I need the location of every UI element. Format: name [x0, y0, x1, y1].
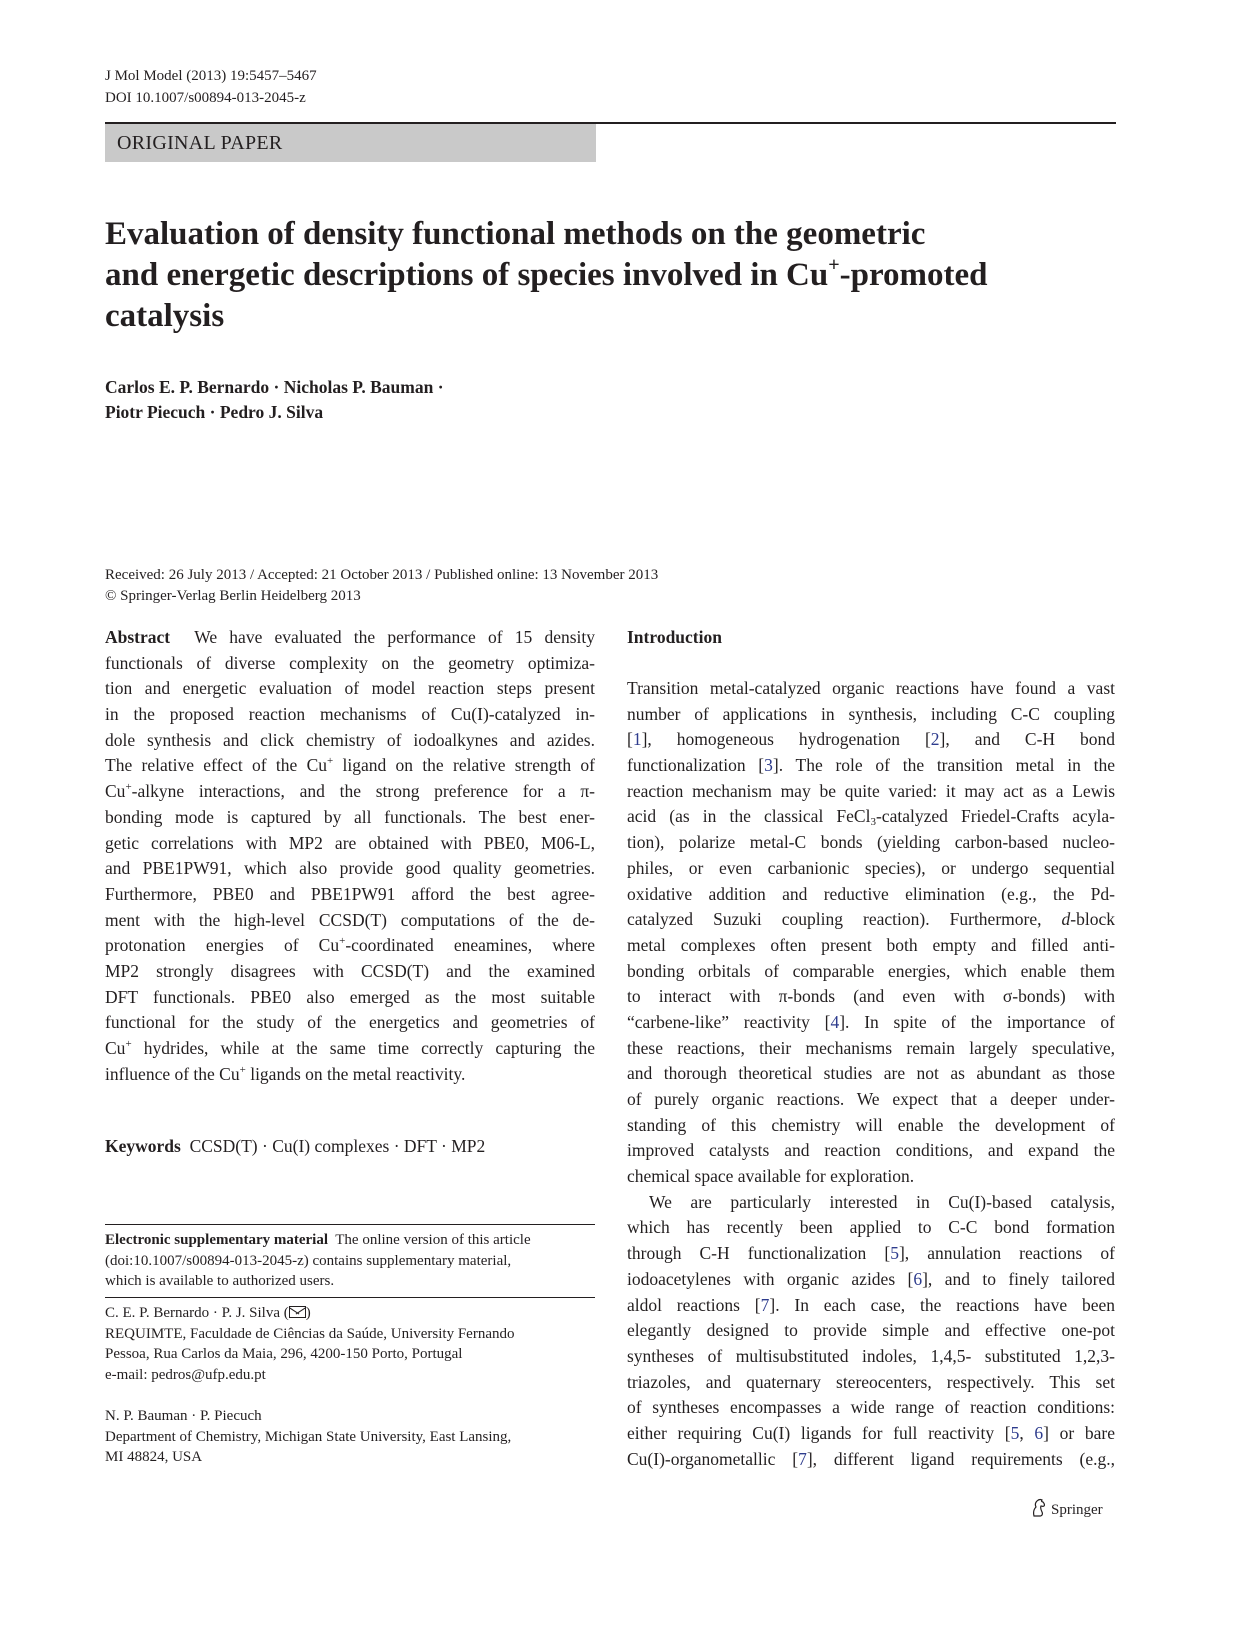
- abstract-line: ment with the high-level CCSD(T) computations of the de-: [105, 909, 595, 930]
- abstract-line: and PBE1PW91, which also provide good quality geometries.: [105, 858, 595, 879]
- citation-link[interactable]: 6: [913, 1268, 923, 1289]
- abstract-line: MP2 strongly disagrees with CCSD(T) and the examined: [105, 960, 595, 981]
- abstract-label: Abstract: [105, 627, 171, 647]
- abstract-line: tion and energetic evaluation of model reaction steps present: [105, 678, 595, 699]
- abstract-text: Cu: [105, 1038, 126, 1058]
- abstract-line: [105, 779, 595, 805]
- citation-link[interactable]: 3: [764, 755, 773, 776]
- intro-text: ], annulation reactions of: [898, 1243, 1115, 1264]
- abstract-line: bonding mode is captured by all functionals. The best ener-: [105, 806, 595, 827]
- affiliation-authors: N. P. Bauman · P. Piecuch: [105, 1408, 262, 1424]
- italic-d: d: [1061, 909, 1071, 930]
- abstract-line: [105, 933, 595, 959]
- publisher-name: Springer: [1051, 1502, 1103, 1518]
- intro-line: oxidative addition and reductive elimination (e.g., the Pd-: [627, 883, 1115, 904]
- abstract-text: We have evaluated the performance of 15 density: [194, 627, 596, 647]
- abstract-text: -alkyne interactions, and the strong preference for a π-: [131, 781, 595, 802]
- intro-line: [627, 1447, 1115, 1473]
- citation-link[interactable]: 4: [830, 1011, 840, 1032]
- abstract-line: [105, 625, 595, 651]
- esm-label: Electronic supplementary material: [105, 1232, 329, 1248]
- intro-line: [627, 804, 1115, 830]
- publication-history: Received: 26 July 2013 / Accepted: 21 October 2013 / Published online: 13 November 2013: [105, 567, 659, 583]
- intro-text: ]. The role of the transition metal in the: [772, 755, 1115, 776]
- subscript: 3: [870, 816, 876, 829]
- envelope-icon[interactable]: [289, 1306, 306, 1318]
- intro-text: -block: [1070, 909, 1115, 930]
- title-line-2-text: and energetic descriptions of species involved in Cu: [105, 257, 829, 293]
- intro-line: [627, 753, 1115, 779]
- intro-line: standing of this chemistry will enable the development of: [627, 1114, 1115, 1135]
- intro-text: ], and C-H bond: [939, 729, 1116, 750]
- superscript-plus: +: [339, 935, 346, 948]
- intro-text: -catalyzed Friedel-Crafts acyla-: [875, 806, 1116, 827]
- intro-line: which has recently been applied to C-C bond formation: [627, 1217, 1115, 1238]
- intro-text: ]. In spite of the importance of: [839, 1011, 1115, 1032]
- intro-line: to interact with π-bonds (and even with σ-bonds) with: [627, 986, 1115, 1007]
- superscript-plus: +: [125, 1038, 132, 1050]
- intro-line: [627, 1421, 1115, 1447]
- intro-line: [627, 1241, 1115, 1267]
- title-superscript: +: [828, 254, 840, 276]
- superscript-plus: +: [239, 1063, 246, 1076]
- author-list-line-1: Carlos E. P. Bernardo · Nicholas P. Bauman ·: [105, 377, 444, 397]
- affiliation-authors: [105, 1303, 595, 1324]
- esm-text: The online version of this article: [335, 1232, 531, 1248]
- introduction-body: [627, 676, 1115, 1472]
- intro-line: triazoles, and quaternary stereocenters, respectively. This set: [627, 1371, 1115, 1392]
- intro-text: acid (as in the classical FeCl: [627, 806, 871, 827]
- abstract-text: hydrides, while at the same time correctly capturing the: [131, 1038, 595, 1058]
- intro-line: [627, 1267, 1115, 1293]
- intro-text: through C-H functionalization [: [627, 1243, 891, 1264]
- footnote-rule: [105, 1297, 595, 1298]
- superscript-plus: +: [125, 781, 132, 794]
- intro-line: [627, 727, 1115, 753]
- keywords-label: Keywords: [105, 1136, 181, 1156]
- abstract-text: protonation energies of Cu: [105, 935, 340, 956]
- springer-horse-icon: [1030, 1498, 1048, 1518]
- abstract: [105, 625, 595, 1087]
- intro-text: functionalization [: [627, 755, 765, 776]
- esm-line: (doi:10.1007/s00894-013-2045-z) contains supplementary material,: [105, 1252, 512, 1269]
- intro-line: metal complexes often present both empty and filled anti-: [627, 934, 1115, 955]
- citation-link[interactable]: 1: [632, 729, 642, 750]
- intro-line: syntheses of multisubstituted indoles, 1,4,5- substituted 1,2,3-: [627, 1345, 1115, 1366]
- abstract-text: ligand on the relative strength of: [333, 755, 595, 776]
- intro-line: Transition metal-catalyzed organic reactions have found a vast: [627, 678, 1115, 698]
- intro-text: [: [627, 729, 633, 750]
- title-line-1: Evaluation of density functional methods on the geometric: [105, 216, 926, 252]
- abstract-line: Furthermore, PBE0 and PBE1PW91 afford the best agree-: [105, 883, 595, 904]
- abstract-line: [105, 753, 595, 779]
- intro-line: of purely organic reactions. We expect that a deeper under-: [627, 1089, 1115, 1109]
- affiliation-line: REQUIMTE, Faculdade de Ciências da Saúde, University Fernando: [105, 1325, 515, 1342]
- paper-title: [105, 214, 1115, 337]
- author-list-line-2: Piotr Piecuch · Pedro J. Silva: [105, 402, 324, 422]
- intro-text: “carbene-like” reactivity [: [627, 1011, 831, 1032]
- esm-line: [105, 1230, 595, 1251]
- intro-text: ], and to finely tailored: [922, 1268, 1115, 1289]
- abstract-line: [105, 1062, 595, 1088]
- title-line-2: [105, 255, 1115, 296]
- intro-line: reaction mechanism may be quite varied: it may act as a Lewis: [627, 780, 1115, 801]
- intro-text: either requiring Cu(I) ligands for full reactivity [: [627, 1422, 1011, 1443]
- intro-text: catalyzed Suzuki coupling reaction). Furthermore,: [627, 909, 1062, 930]
- title-line-2-end: -promoted: [839, 257, 988, 293]
- affiliation-line: MI 48824, USA: [105, 1449, 203, 1465]
- intro-text: iodoacetylenes with organic azides [: [627, 1268, 914, 1289]
- intro-text: ]. In each case, the reactions have been: [769, 1294, 1116, 1315]
- intro-text: Cu(I)-organometallic [: [627, 1448, 799, 1469]
- abstract-text: influence of the Cu: [105, 1063, 240, 1084]
- copyright-notice: © Springer-Verlag Berlin Heidelberg 2013: [105, 588, 361, 604]
- abstract-text: -coordinated eneamines, where: [345, 935, 595, 956]
- abstract-line: [105, 1036, 595, 1062]
- affiliation-names: C. E. P. Bernardo · P. J. Silva (: [105, 1305, 289, 1321]
- affiliation-line: Pessoa, Rua Carlos da Maia, 296, 4200-150 Porto, Portugal: [105, 1346, 463, 1362]
- intro-line: these reactions, their mechanisms remain largely speculative,: [627, 1037, 1115, 1058]
- doi-line: DOI 10.1007/s00894-013-2045-z: [105, 90, 306, 106]
- affiliation-michigan: [105, 1406, 595, 1468]
- intro-line: number of applications in synthesis, including C-C coupling: [627, 703, 1115, 724]
- intro-line: bonding orbitals of comparable energies, which enable them: [627, 960, 1115, 981]
- intro-line: tion), polarize metal-C bonds (yielding carbon-based nucleo-: [627, 832, 1115, 853]
- intro-text: ], different ligand requirements (e.g.,: [806, 1448, 1115, 1469]
- affiliation-porto: [105, 1303, 595, 1385]
- esm-line: which is available to authorized users.: [105, 1273, 335, 1289]
- abstract-line: dole synthesis and click chemistry of iodoalkynes and azides.: [105, 729, 595, 750]
- title-line-3: catalysis: [105, 298, 225, 334]
- intro-line: philes, or even carbanionic species), or undergo sequential: [627, 857, 1115, 878]
- intro-line: We are particularly interested in Cu(I)-based catalysis,: [649, 1191, 1115, 1212]
- citation-link[interactable]: 7: [760, 1294, 770, 1315]
- intro-line: and thorough theoretical studies are not as abundant as those: [627, 1063, 1115, 1084]
- journal-citation: J Mol Model (2013) 19:5457–5467: [105, 68, 317, 84]
- abstract-text: ligands on the metal reactivity.: [245, 1063, 466, 1084]
- abstract-line: in the proposed reaction mechanisms of Cu(I)-catalyzed in-: [105, 704, 595, 725]
- citation-link[interactable]: 6: [1034, 1422, 1044, 1443]
- abstract-line: getic correlations with MP2 are obtained with PBE0, M06-L,: [105, 832, 595, 853]
- abstract-line: DFT functionals. PBE0 also emerged as the most suitable: [105, 986, 595, 1007]
- affiliation-names-close: ): [305, 1305, 311, 1321]
- corresponding-email[interactable]: e-mail: pedros@ufp.edu.pt: [105, 1366, 266, 1383]
- abstract-line: functionals of diverse complexity on the geometry optimiza-: [105, 652, 595, 673]
- intro-text: aldol reactions [: [627, 1294, 761, 1315]
- keywords: [105, 1134, 485, 1158]
- intro-line: elegantly designed to provide simple and effective one-pot: [627, 1320, 1115, 1341]
- intro-text: ] or bare: [1043, 1422, 1115, 1443]
- intro-line: improved catalysts and reaction conditions, and expand the: [627, 1140, 1115, 1161]
- intro-line: of syntheses encompasses a wide range of reaction conditions:: [627, 1397, 1115, 1418]
- affiliation-line: Department of Chemistry, Michigan State University, East Lansing,: [105, 1428, 512, 1445]
- abstract-text: Cu: [105, 781, 126, 802]
- citation-link[interactable]: 5: [890, 1243, 899, 1264]
- citation-link[interactable]: 5: [1010, 1422, 1020, 1443]
- abstract-text: The relative effect of the Cu: [105, 755, 327, 776]
- supplementary-note: [105, 1230, 595, 1292]
- section-band: ORIGINAL PAPER: [105, 124, 596, 162]
- intro-line: [627, 907, 1115, 933]
- intro-text: ,: [1019, 1422, 1035, 1443]
- footnote-rule: [105, 1224, 595, 1225]
- intro-line: [627, 1293, 1115, 1319]
- publisher-logo: [1030, 1498, 1103, 1520]
- abstract-line: functional for the study of the energetics and geometries of: [105, 1012, 595, 1033]
- section-heading-introduction: Introduction: [627, 627, 722, 647]
- intro-line: [627, 1010, 1115, 1036]
- citation-link[interactable]: 7: [798, 1448, 807, 1469]
- keywords-list: CCSD(T) · Cu(I) complexes · DFT · MP2: [189, 1136, 486, 1156]
- superscript-plus: +: [327, 755, 334, 768]
- citation-link[interactable]: 2: [930, 729, 940, 750]
- intro-text: ], homogeneous hydrogenation [: [641, 729, 931, 750]
- intro-line: chemical space available for exploration.: [627, 1166, 915, 1187]
